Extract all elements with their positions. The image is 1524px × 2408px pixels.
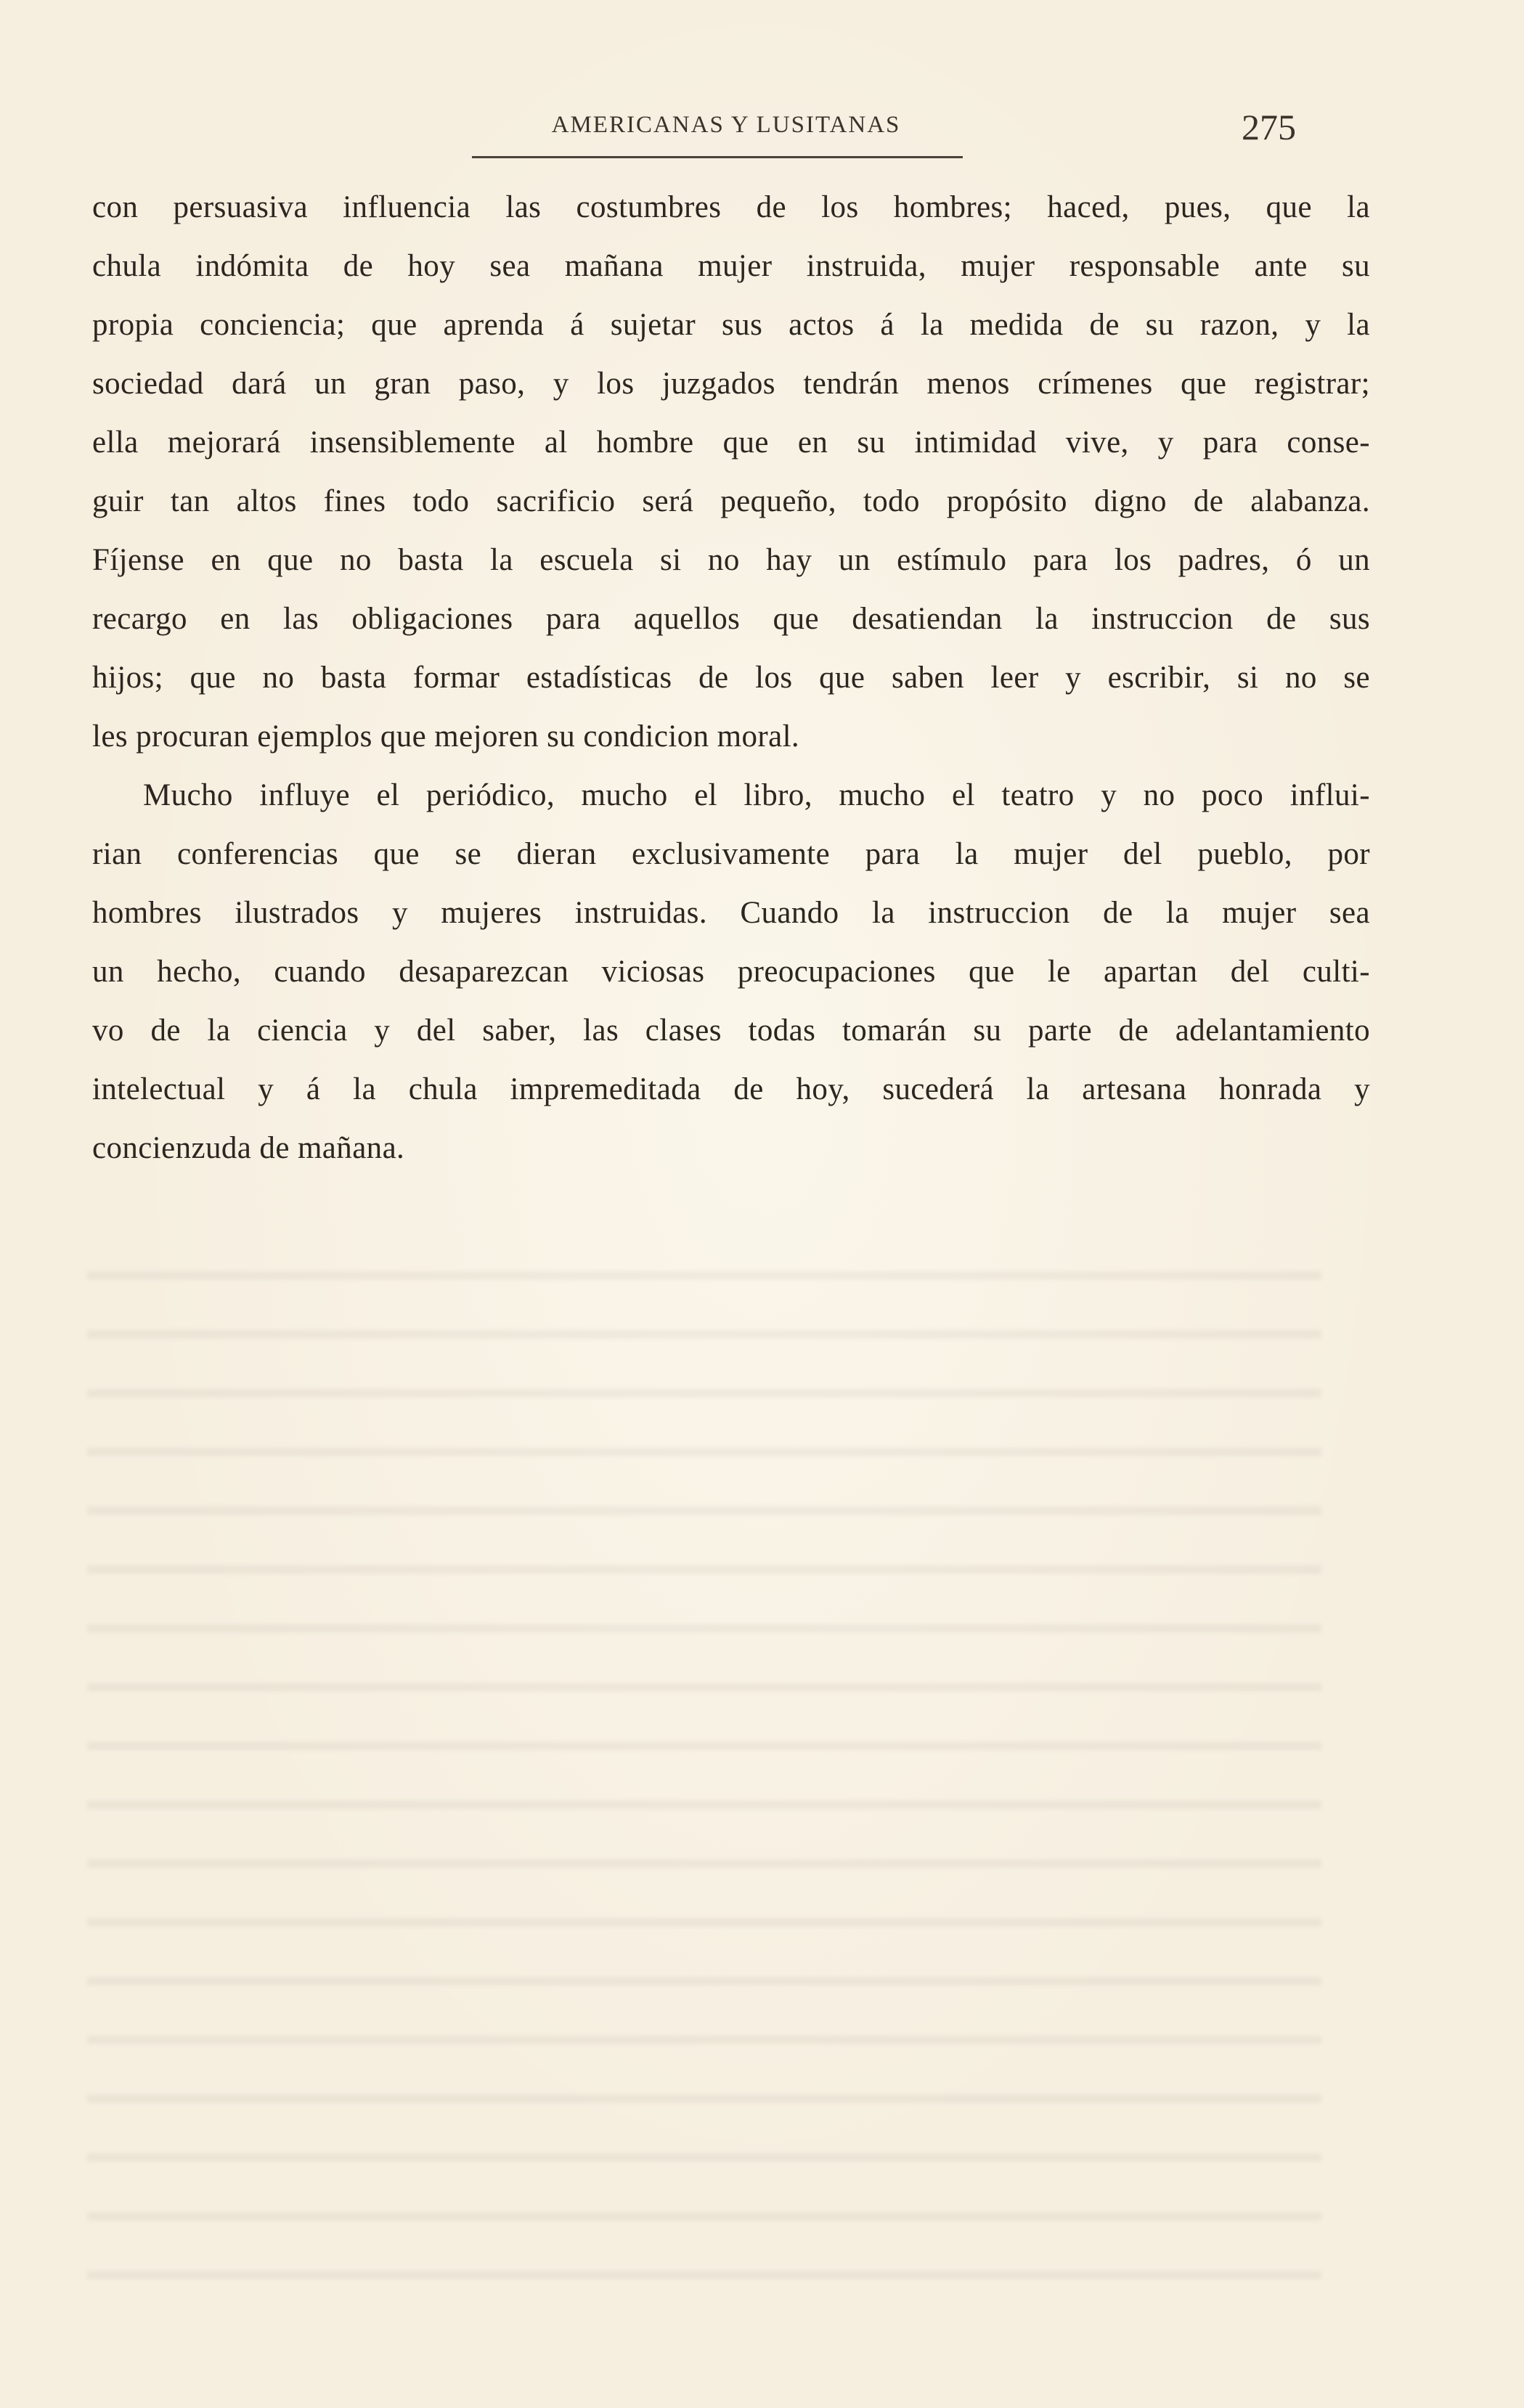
text-line: ella mejorará insensiblemente al hombre que en su intimidad vive, y para conse-: [92, 425, 1370, 460]
text-line: con persuasiva influencia las costumbres de los hombres; haced, pues, que la: [92, 190, 1370, 224]
text-line: guir tan altos fines todo sacrificio será pequeño, todo propósito digno de alabanza.: [92, 484, 1370, 518]
paragraph-1: [92, 178, 1370, 766]
paragraph-2: [92, 766, 1370, 1178]
text-line: hijos; que no basta formar estadísticas de los que saben leer y escribir, si no se: [92, 661, 1370, 695]
text-line: Mucho influye el periódico, mucho el libro, mucho el teatro y no poco influi-: [143, 778, 1370, 812]
text-line: vo de la ciencia y del saber, las clases todas tomarán su parte de adelantamiento: [92, 1013, 1370, 1048]
text-line: hombres ilustrados y mujeres instruidas. Cuando la instruccion de la mujer sea: [92, 896, 1370, 930]
text-line: intelectual y á la chula impremeditada de hoy, sucederá la artesana honrada y: [92, 1072, 1370, 1106]
text-line: sociedad dará un gran paso, y los juzgados tendrán menos crímenes que registrar;: [92, 367, 1370, 401]
text-line: recargo en las obligaciones para aquellos que desatiendan la instruccion de sus: [92, 602, 1370, 636]
show-through-texture: [87, 1234, 1321, 2323]
text-line: chula indómita de hoy sea mañana mujer instruida, mujer responsable ante su: [92, 249, 1370, 283]
text-line: un hecho, cuando desaparezcan viciosas preocupaciones que le apartan del culti-: [92, 955, 1370, 989]
text-line: rian conferencias que se dieran exclusivamente para la mujer del pueblo, por: [92, 837, 1370, 871]
running-header: [0, 109, 1524, 152]
text-line: les procuran ejemplos que mejoren su condicion moral.: [92, 719, 800, 754]
text-line: propia conciencia; que aprenda á sujetar sus actos á la medida de su razon, y la: [92, 308, 1370, 342]
body-text: [92, 178, 1370, 1178]
running-title: AMERICANAS Y LUSITANAS: [551, 112, 901, 138]
text-line: concienzuda de mañana.: [92, 1131, 405, 1165]
header-rule: [472, 156, 963, 158]
page-number: 275: [1242, 107, 1296, 147]
text-line: Fíjense en que no basta la escuela si no hay un estímulo para los padres, ó un: [92, 543, 1370, 577]
